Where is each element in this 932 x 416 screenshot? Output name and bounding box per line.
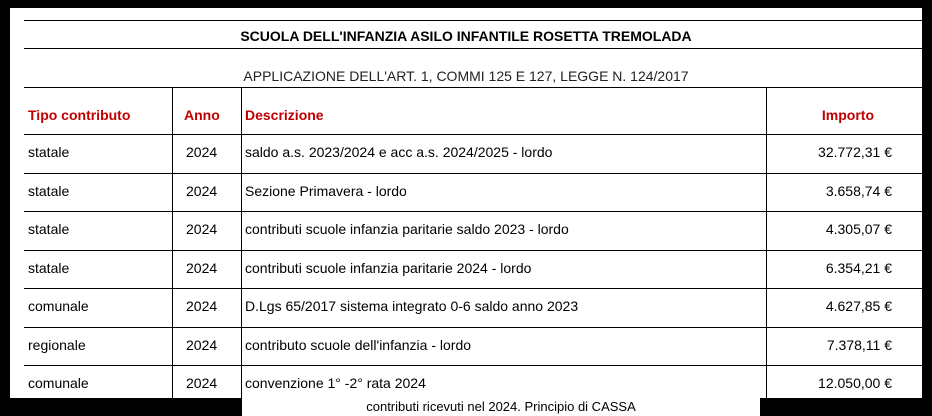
table-row xyxy=(10,212,922,250)
cell-tipo: statale xyxy=(28,144,70,160)
table-row xyxy=(10,328,922,366)
cell-tipo: statale xyxy=(28,259,70,276)
cell-importo: 12.050,00 € xyxy=(818,375,892,391)
cell-anno: 2024 xyxy=(186,182,218,199)
table-row xyxy=(10,135,922,173)
cell-descrizione: convenzione 1° -2° rata 2024 xyxy=(245,375,426,391)
cell-anno: 2024 xyxy=(186,144,218,160)
cell-tipo: statale xyxy=(28,182,70,199)
cell-descrizione: Sezione Primavera - lordo xyxy=(245,182,407,199)
cell-tipo: statale xyxy=(28,221,70,237)
cell-anno: 2024 xyxy=(186,336,218,353)
cell-descrizione: contributi scuole infanzia paritarie saldo 2023 - lordo xyxy=(245,221,569,237)
cell-importo: 4.627,85 € xyxy=(825,298,892,314)
header-tipo: Tipo contributo xyxy=(28,107,131,123)
title-divider xyxy=(24,48,922,49)
top-border xyxy=(24,20,922,21)
cell-importo: 32.772,31 € xyxy=(818,144,892,160)
table-row xyxy=(10,174,922,212)
cell-descrizione: D.Lgs 65/2017 sistema integrato 0-6 saldo anno 2023 xyxy=(245,298,579,314)
cell-descrizione: saldo a.s. 2023/2024 e acc a.s. 2024/2025 - lordo xyxy=(245,144,553,160)
subtitle-divider xyxy=(24,87,922,88)
cell-anno: 2024 xyxy=(186,298,218,314)
cell-descrizione: contributi scuole infanzia paritarie 2024 - lordo xyxy=(245,259,532,276)
document-sheet xyxy=(10,8,922,398)
footer-note: contributi ricevuti nel 2024. Principio di CASSA xyxy=(242,398,760,416)
document-subtitle: APPLICAZIONE DELL'ART. 1, COMMI 125 E 127, LEGGE N. 124/2017 xyxy=(243,68,689,84)
cell-importo: 3.658,74 € xyxy=(825,182,892,199)
cell-descrizione: contributo scuole dell'infanzia - lordo xyxy=(245,336,472,353)
header-descrizione: Descrizione xyxy=(245,107,324,123)
cell-tipo: comunale xyxy=(28,298,89,314)
cell-importo: 4.305,07 € xyxy=(825,221,892,237)
cell-importo: 6.354,21 € xyxy=(825,259,892,276)
cell-tipo: regionale xyxy=(28,336,86,353)
cell-anno: 2024 xyxy=(186,259,218,276)
table-row xyxy=(10,289,922,327)
table-row xyxy=(10,251,922,289)
header-anno: Anno xyxy=(184,107,220,123)
cell-importo: 7.378,11 € xyxy=(826,336,892,353)
document-title: SCUOLA DELL'INFANZIA ASILO INFANTILE ROSETTA TREMOLADA xyxy=(240,28,692,44)
cell-anno: 2024 xyxy=(186,375,218,391)
cell-anno: 2024 xyxy=(186,221,218,237)
cell-tipo: comunale xyxy=(28,375,89,391)
header-importo: Importo xyxy=(821,107,874,123)
